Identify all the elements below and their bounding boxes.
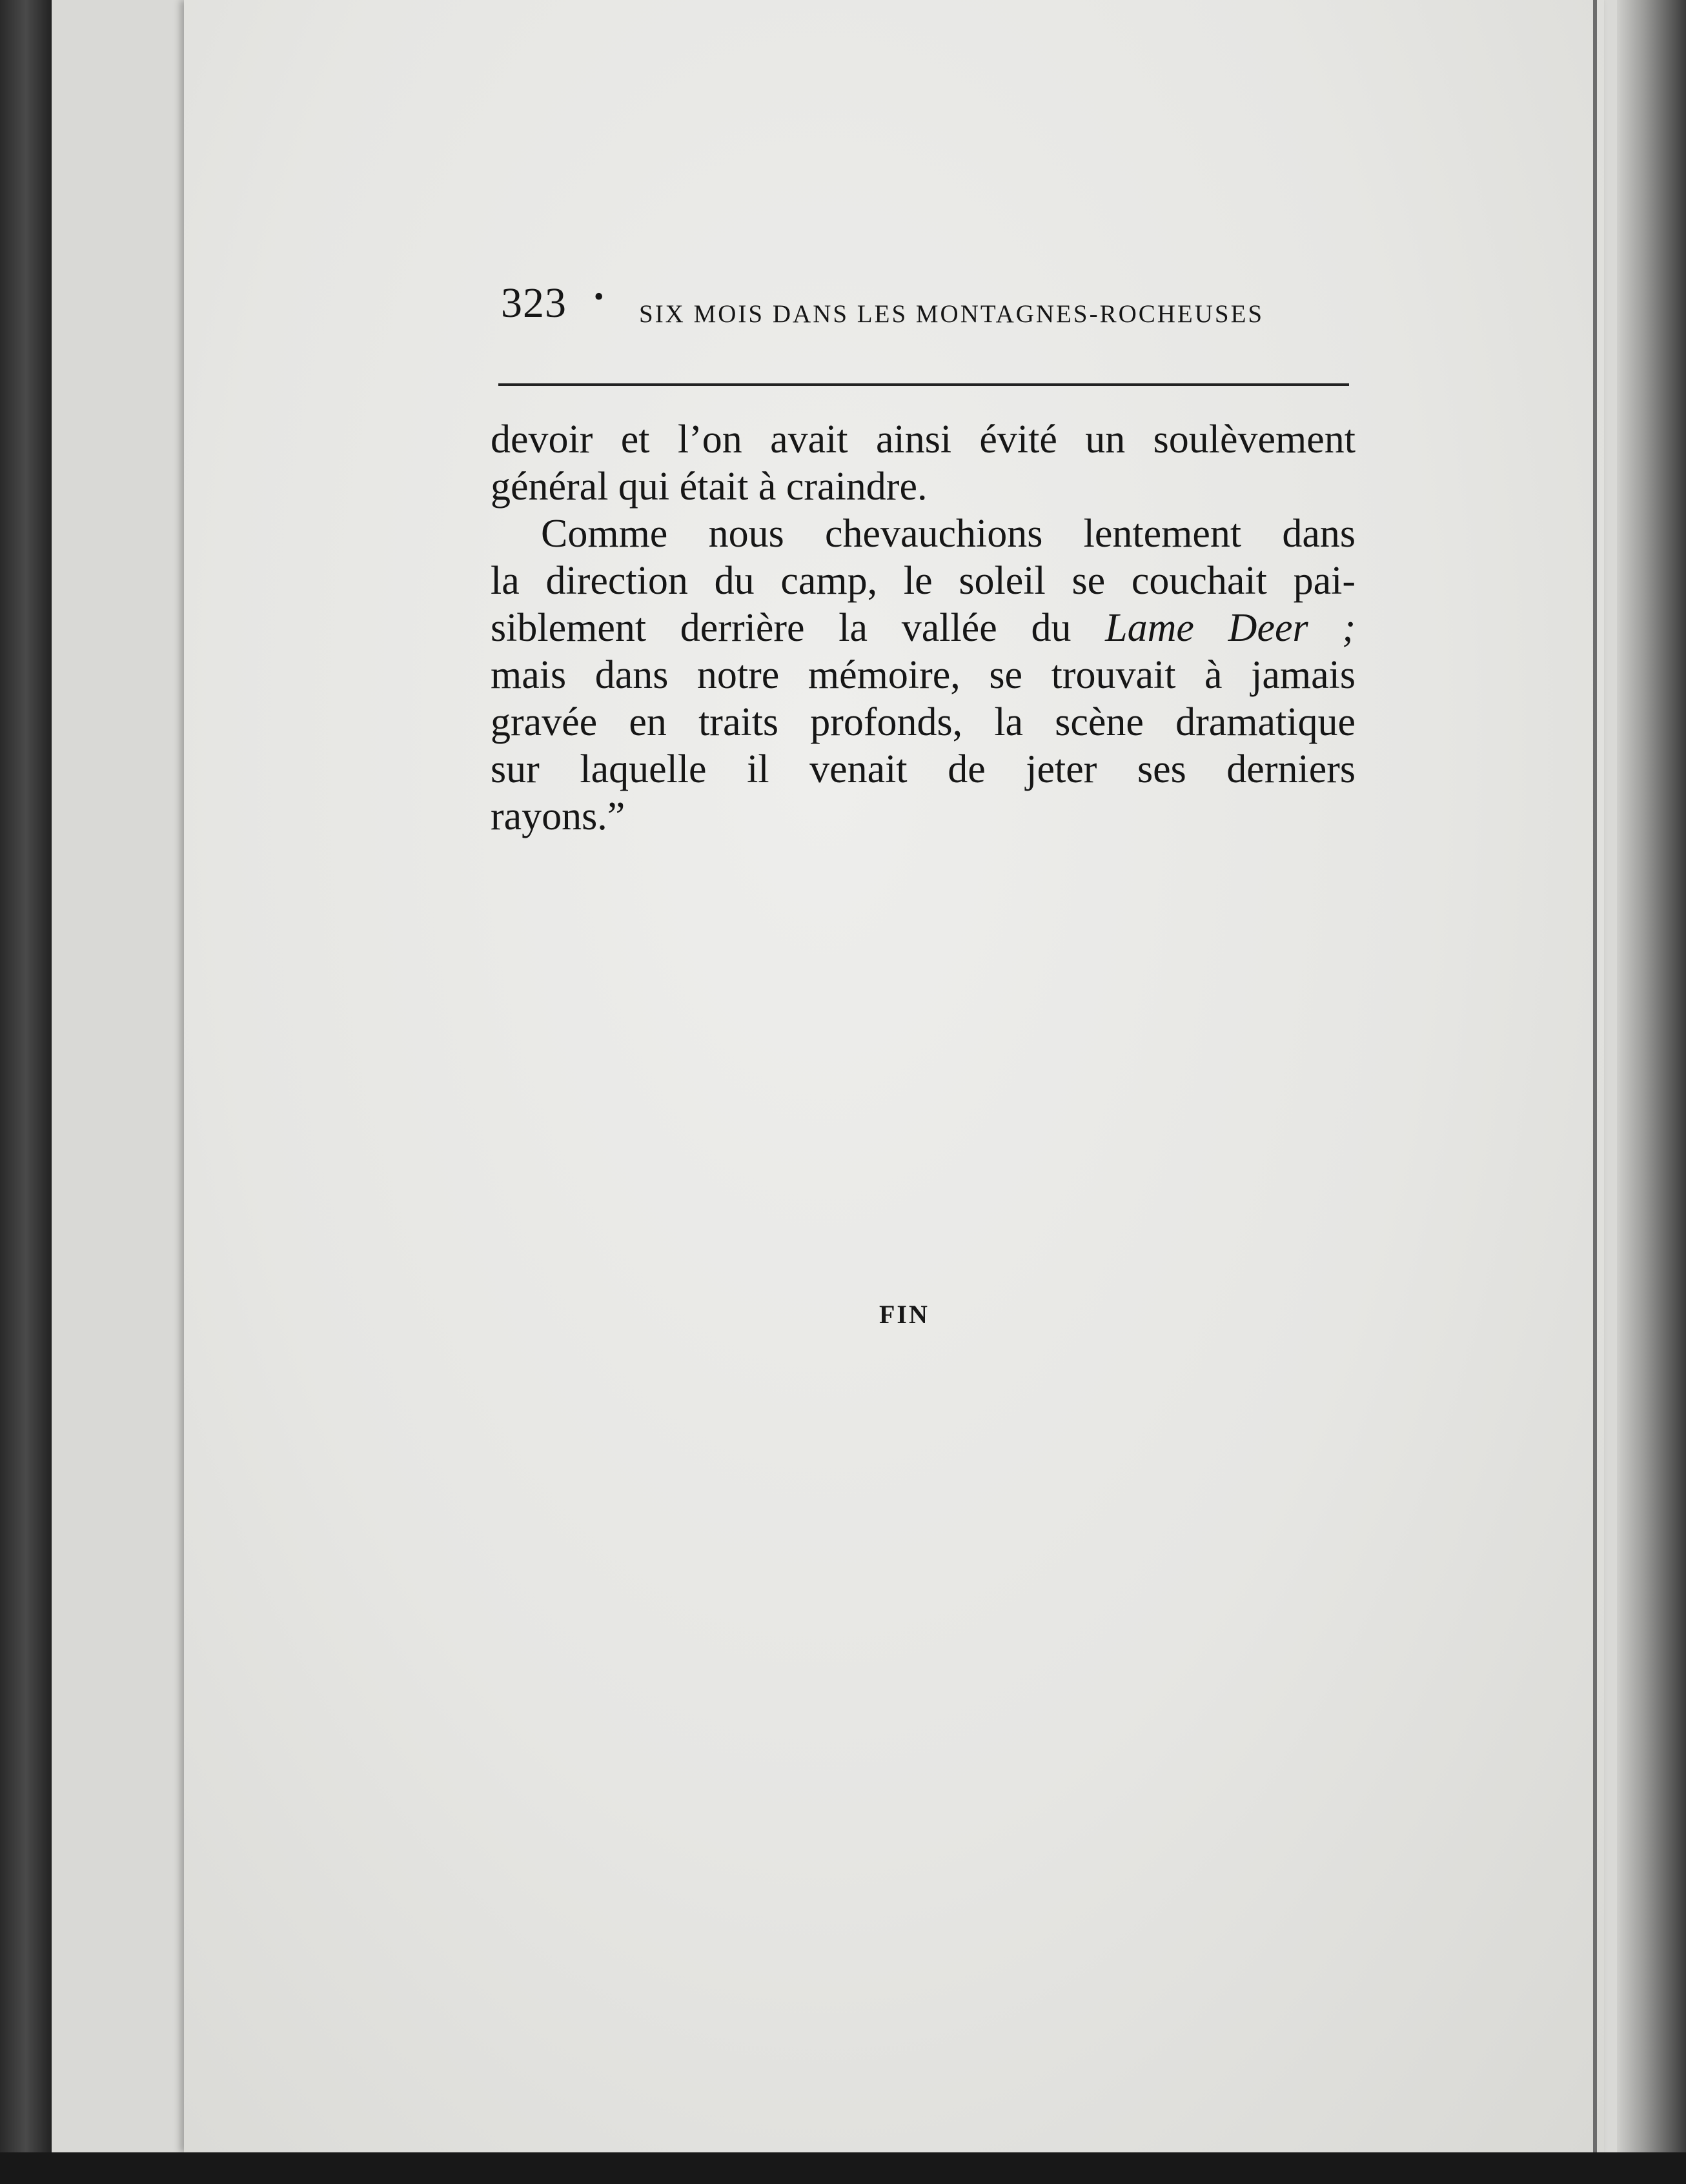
running-head xyxy=(497,279,1349,330)
paragraph-2-line-6: sur laquelle il venait de jeter ses derniers xyxy=(491,747,1356,791)
body-text xyxy=(491,416,1356,840)
paragraph-1-line-2: général qui était à craindre. xyxy=(491,465,928,509)
paragraph-2-line-4: mais dans notre mémoire, se trouvait à jamais xyxy=(491,653,1356,697)
running-title: SIX MOIS DANS LES MONTAGNES-ROCHEUSES xyxy=(639,300,1264,328)
page-number: 323 xyxy=(501,279,567,327)
paragraph-2-line-7: rayons.” xyxy=(491,794,625,838)
fin-label: FIN xyxy=(879,1300,929,1329)
header-separator: • xyxy=(594,281,604,312)
paragraph-2-line-1: Comme nous chevauchions lentement dans xyxy=(541,512,1356,556)
paragraph-2-line-3 xyxy=(491,605,1356,652)
page-edge-right xyxy=(1593,0,1597,2152)
film-edge-left xyxy=(0,0,52,2184)
paragraph-1-line-1: devoir et l’on avait ainsi évité un soulèvement xyxy=(491,418,1356,461)
place-name-italic: Lame Deer ; xyxy=(1105,606,1356,650)
header-rule xyxy=(498,383,1349,386)
film-edge-right xyxy=(1617,0,1686,2184)
line-3-text: siblement derrière la vallée du xyxy=(491,606,1106,650)
paragraph-2-line-2: la direction du camp, le soleil se couchait pai- xyxy=(491,559,1356,603)
paragraph-2-line-5: gravée en traits profonds, la scène dramatique xyxy=(491,700,1356,744)
film-edge-bottom xyxy=(0,2152,1686,2184)
